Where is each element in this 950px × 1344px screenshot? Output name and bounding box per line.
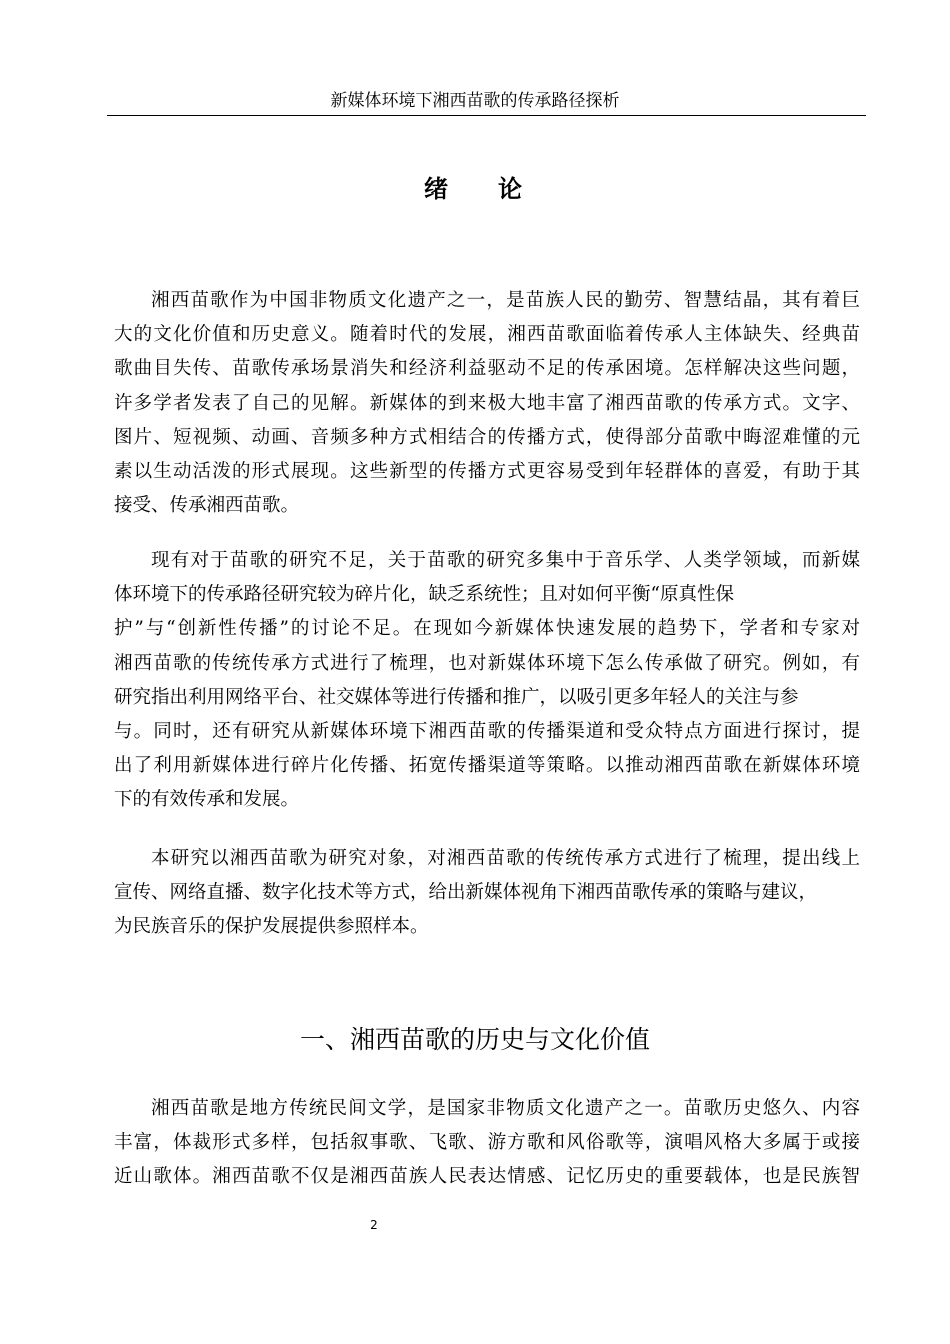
text-line: 研究指出利用网络平台、社交媒体等进行传播和推广，以吸引更多年轻人的关注与参 <box>114 686 799 708</box>
page-number: 2 <box>370 1218 378 1232</box>
text-line: 宣传、网络直播、数字化技术等方式，给出新媒体视角下湘西苗歌传承的策略与建议， <box>114 882 818 904</box>
text-line: 许多学者发表了自己的见解。新媒体的到来极大地丰富了湘西苗歌的传承方式。文字、 <box>114 392 860 414</box>
introduction-heading-char-1: 绪 <box>424 175 452 203</box>
header-rule <box>107 115 866 116</box>
intro-paragraph-3 <box>114 842 860 945</box>
text-line: 本研究以湘西苗歌为研究对象，对湘西苗歌的传统传承方式进行了梳理，提出线上 <box>151 848 860 869</box>
text-line: 出了利用新媒体进行碎片化传播、拓宽传播渠道等策略。以推动湘西苗歌在新媒体环境 <box>114 755 860 777</box>
text-line: 湘西苗歌是地方传统民间文学，是国家非物质文化遗产之一。苗歌历史悠久、内容 <box>151 1098 860 1119</box>
section-1-paragraph <box>114 1092 860 1195</box>
running-header-title: 新媒体环境下湘西苗歌的传承路径探析 <box>330 91 620 111</box>
text-line: 大的文化价值和历史意义。随着时代的发展，湘西苗歌面临着传承人主体缺失、经典苗 <box>114 324 860 346</box>
text-line: 下的有效传承和发展。 <box>114 789 300 811</box>
text-line: 现有对于苗歌的研究不足，关于苗歌的研究多集中于音乐学、人类学领域，而新媒 <box>151 550 860 571</box>
section-1-heading: 一、湘西苗歌的历史与文化价值 <box>299 1025 650 1054</box>
intro-paragraph-2 <box>114 544 860 818</box>
introduction-heading-char-2: 论 <box>498 175 526 203</box>
text-line: 为民族音乐的保护发展提供参照样本。 <box>114 916 429 938</box>
text-line: 丰富，体裁形式多样，包括叙事歌、飞歌、游方歌和风俗歌等，演唱风格大多属于或接 <box>114 1132 860 1154</box>
intro-paragraph-1 <box>114 284 860 523</box>
text-line: 湘西苗歌的传统传承方式进行了梳理，也对新媒体环境下怎么传承做了研究。例如，有 <box>114 652 860 674</box>
text-line: 护”与“创新性传播”的讨论不足。在现如今新媒体快速发展的趋势下，学者和专家对 <box>114 618 860 640</box>
text-line: 与。同时，还有研究从新媒体环境下湘西苗歌的传播渠道和受众特点方面进行探讨，提 <box>114 720 860 742</box>
text-line: 湘西苗歌作为中国非物质文化遗产之一，是苗族人民的勤劳、智慧结晶，其有着巨 <box>151 290 860 311</box>
text-line: 接受、传承湘西苗歌。 <box>114 495 300 517</box>
text-line: 图片、短视频、动画、音频多种方式相结合的传播方式，使得部分苗歌中晦涩难懂的元 <box>114 426 860 448</box>
text-line: 近山歌体。湘西苗歌不仅是湘西苗族人民表达情感、记忆历史的重要载体，也是民族智 <box>114 1166 860 1188</box>
text-line: 歌曲目失传、苗歌传承场景消失和经济利益驱动不足的传承困境。怎样解决这些问题， <box>114 358 860 380</box>
text-line: 体环境下的传承路径研究较为碎片化，缺乏系统性；且对如何平衡“原真性保 <box>114 584 734 606</box>
text-line: 素以生动活泼的形式展现。这些新型的传播方式更容易受到年轻群体的喜爱，有助于其 <box>114 460 860 482</box>
introduction-heading <box>0 172 950 206</box>
